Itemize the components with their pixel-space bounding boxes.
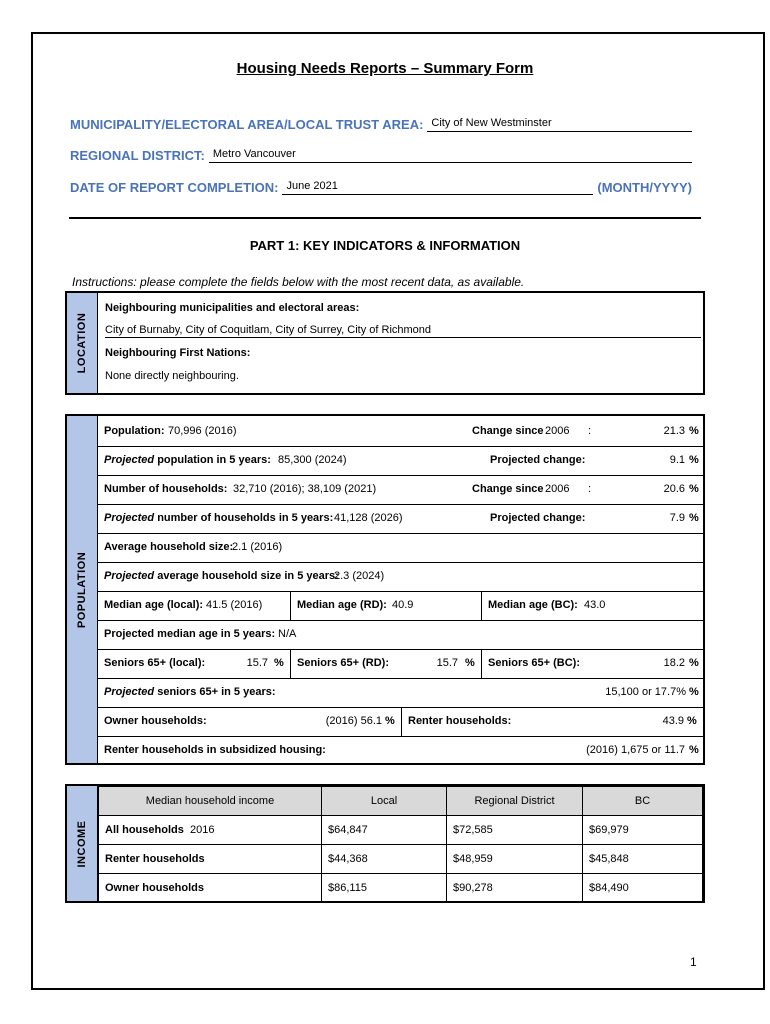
seniors-rd-label: Seniors 65+ (RD): xyxy=(297,657,389,669)
population-section xyxy=(65,414,705,765)
table-header-row xyxy=(99,787,703,816)
projected-median-age-field[interactable]: N/A xyxy=(278,628,297,640)
municipality-row xyxy=(70,116,692,132)
seniors-local-field[interactable]: 15.7 xyxy=(246,657,268,669)
projected-seniors-field[interactable]: 15,100 or 17.7% xyxy=(605,686,686,698)
date-field[interactable]: June 2021 xyxy=(282,179,593,195)
percent-sign: % xyxy=(689,657,699,669)
currency-sign: $ xyxy=(589,853,596,865)
projected-avg-household-size-field[interactable]: 2.3 (2024) xyxy=(334,570,385,582)
projected-households-label: number of households in 5 years: xyxy=(157,512,334,524)
date-format-hint: (MONTH/YYYY) xyxy=(597,180,692,195)
median-age-rd-field[interactable]: 40.9 xyxy=(392,599,414,611)
local-income-field[interactable]: 44,368 xyxy=(334,853,368,865)
households-change-year[interactable]: 2006 xyxy=(545,483,570,495)
income-side-label: INCOME xyxy=(67,786,98,901)
seniors-bc-label: Seniors 65+ (BC): xyxy=(488,657,580,669)
population-row xyxy=(98,417,703,447)
projected-households-change-field[interactable]: 7.9 xyxy=(669,512,685,524)
projected-median-age-row xyxy=(98,620,703,650)
projected-change-label: Projected change: xyxy=(490,512,586,524)
income-section xyxy=(65,784,705,903)
currency-sign: $ xyxy=(589,882,596,894)
percent-sign: % xyxy=(689,686,699,698)
bc-income-field[interactable]: 69,979 xyxy=(595,824,629,836)
regional-field[interactable]: Metro Vancouver xyxy=(209,147,692,163)
projected-median-age-label: Projected median age in 5 years: xyxy=(104,628,276,640)
percent-sign: % xyxy=(385,715,395,727)
header-regional: Regional District xyxy=(447,787,583,816)
change-since-label: Change since xyxy=(472,483,544,495)
header-bc: BC xyxy=(583,787,703,816)
header-local: Local xyxy=(322,787,447,816)
local-income-field[interactable]: 64,847 xyxy=(334,824,368,836)
projected-population-change-field[interactable]: 9.1 xyxy=(669,454,685,466)
bc-income-field[interactable]: 45,848 xyxy=(595,853,629,865)
currency-sign: $ xyxy=(453,824,460,836)
neighbouring-municipalities-field[interactable]: City of Burnaby, City of Coquitlam, City of Surrey, City of Richmond xyxy=(105,324,701,338)
instructions: Instructions: please complete the fields below with the most recent data, as available. xyxy=(72,275,525,289)
currency-sign: $ xyxy=(453,853,460,865)
table-row xyxy=(99,816,703,845)
row-note[interactable]: 2016 xyxy=(189,824,215,836)
projected-word: Projected xyxy=(104,570,155,582)
renter-households-label: Renter households: xyxy=(408,715,512,727)
regional-row xyxy=(70,147,692,163)
table-row xyxy=(99,845,703,874)
currency-sign: $ xyxy=(589,824,596,836)
neighbouring-municipalities-label: Neighbouring municipalities and electoral areas: xyxy=(105,302,360,314)
avg-household-size-label: Average household size: xyxy=(104,541,234,553)
households-change-field[interactable]: 20.6 xyxy=(663,483,685,495)
percent-sign: % xyxy=(687,715,697,727)
municipality-label: MUNICIPALITY/ELECTORAL AREA/LOCAL TRUST AREA: xyxy=(70,117,424,132)
colon: : xyxy=(588,425,592,437)
location-section xyxy=(65,291,705,395)
neighbouring-first-nations-field[interactable]: None directly neighbouring. xyxy=(105,370,239,382)
median-age-local-field[interactable]: 41.5 (2016) xyxy=(206,599,263,611)
percent-sign: % xyxy=(689,454,699,466)
households-field[interactable]: 32,710 (2016); 38,109 (2021) xyxy=(233,483,377,495)
colon: : xyxy=(588,483,592,495)
local-income-field[interactable]: 86,115 xyxy=(334,882,367,894)
population-change-field[interactable]: 21.3 xyxy=(663,425,685,437)
projected-population-row xyxy=(98,446,703,476)
avg-household-size-row xyxy=(98,533,703,563)
renter-households-field[interactable]: 43.9 xyxy=(662,715,684,727)
percent-sign: % xyxy=(689,425,699,437)
projected-households-field[interactable]: 41,128 (2026) xyxy=(334,512,403,524)
header-median-income: Median household income xyxy=(99,787,322,816)
projected-seniors-row xyxy=(98,678,703,708)
projected-word: Projected xyxy=(104,512,155,524)
population-side-label: POPULATION xyxy=(67,416,98,763)
owner-households-label: Owner households: xyxy=(104,715,207,727)
projected-seniors-label: seniors 65+ in 5 years: xyxy=(157,686,276,698)
median-age-bc-field[interactable]: 43.0 xyxy=(584,599,606,611)
median-age-rd-label: Median age (RD): xyxy=(297,599,387,611)
subsidized-row xyxy=(98,736,703,765)
row-label: Owner households xyxy=(99,874,322,903)
divider xyxy=(69,217,701,219)
percent-sign: % xyxy=(689,483,699,495)
seniors-local-label: Seniors 65+ (local): xyxy=(104,657,206,669)
projected-households-row xyxy=(98,504,703,534)
population-field[interactable]: 70,996 (2016) xyxy=(168,425,237,437)
median-age-local-label: Median age (local): xyxy=(104,599,204,611)
seniors-row xyxy=(98,649,703,679)
percent-sign: % xyxy=(689,512,699,524)
projected-change-label: Projected change: xyxy=(490,454,586,466)
date-label: DATE OF REPORT COMPLETION: xyxy=(70,180,279,195)
seniors-bc-field[interactable]: 18.2 xyxy=(663,657,685,669)
part-title: PART 1: KEY INDICATORS & INFORMATION xyxy=(249,238,521,253)
rd-income-field[interactable]: 48,959 xyxy=(459,853,493,865)
bc-income-field[interactable]: 84,490 xyxy=(595,882,629,894)
subsidized-housing-field[interactable]: (2016) 1,675 or 11.7 xyxy=(586,744,685,756)
projected-word: Projected xyxy=(104,686,155,698)
seniors-rd-field[interactable]: 15.7 xyxy=(436,657,458,669)
population-label: Population: xyxy=(104,425,165,437)
projected-avg-household-size-row xyxy=(98,562,703,592)
currency-sign: $ xyxy=(328,853,335,865)
change-since-label: Change since xyxy=(472,425,544,437)
percent-sign: % xyxy=(465,657,475,669)
regional-label: REGIONAL DISTRICT: xyxy=(70,148,205,163)
percent-sign: % xyxy=(274,657,284,669)
avg-household-size-field[interactable]: 2.1 (2016) xyxy=(232,541,283,553)
currency-sign: $ xyxy=(328,882,335,894)
median-age-row xyxy=(98,591,703,621)
percent-sign: % xyxy=(689,744,699,756)
change-since-year[interactable]: 2006 xyxy=(545,425,570,437)
date-row xyxy=(70,179,692,195)
table-row xyxy=(99,874,703,903)
row-label: All households xyxy=(105,824,184,836)
owner-households-field[interactable]: (2016) 56.1 xyxy=(325,715,382,727)
projected-avg-household-size-label: average household size in 5 years: xyxy=(157,570,339,582)
currency-sign: $ xyxy=(328,824,335,836)
page-number: 1 xyxy=(690,955,697,969)
neighbouring-first-nations-label: Neighbouring First Nations: xyxy=(105,347,251,359)
projected-word: Projected xyxy=(104,454,155,466)
median-age-bc-label: Median age (BC): xyxy=(488,599,578,611)
form-title: Housing Needs Reports – Summary Form xyxy=(236,60,534,77)
households-label: Number of households: xyxy=(104,483,228,495)
rd-income-field[interactable]: 72,585 xyxy=(459,824,493,836)
row-label: Renter households xyxy=(99,845,322,874)
tenure-row xyxy=(98,707,703,737)
location-side-label: LOCATION xyxy=(67,293,98,393)
municipality-field[interactable]: City of New Westminster xyxy=(427,116,692,132)
currency-sign: $ xyxy=(453,882,460,894)
projected-population-label: population in 5 years: xyxy=(157,454,271,466)
households-row xyxy=(98,475,703,505)
income-table xyxy=(98,786,703,903)
projected-population-field[interactable]: 85,300 (2024) xyxy=(278,454,347,466)
rd-income-field[interactable]: 90,278 xyxy=(459,882,493,894)
subsidized-housing-label: Renter households in subsidized housing: xyxy=(104,744,326,756)
